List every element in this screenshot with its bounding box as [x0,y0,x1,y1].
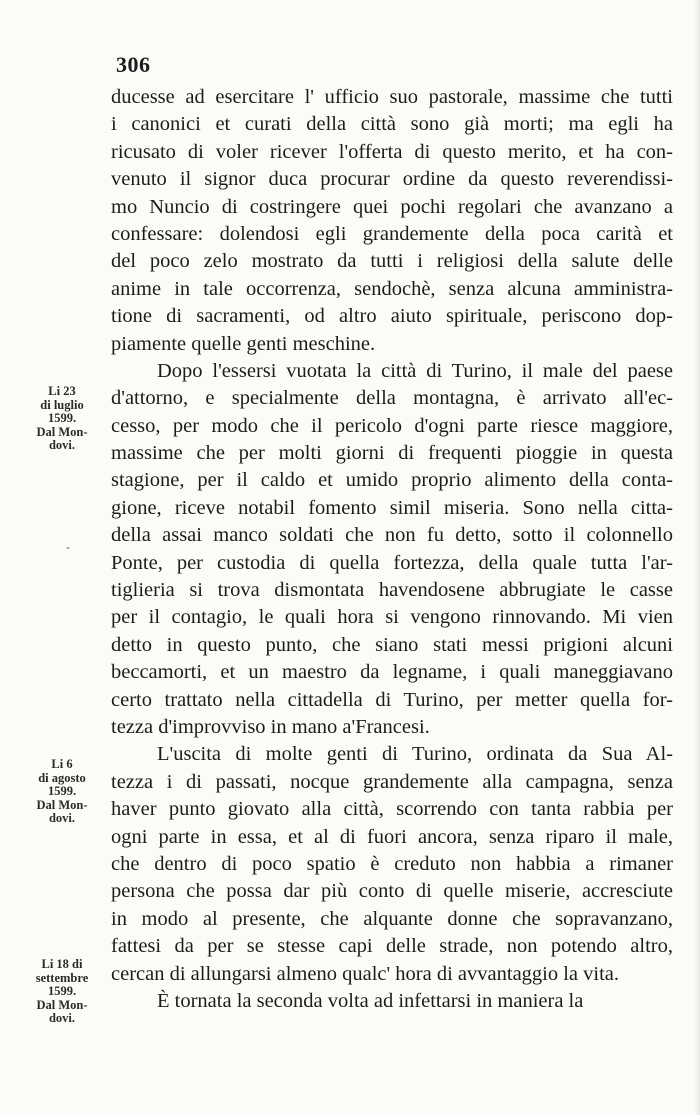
body-text [111,84,673,1015]
margin-note-line: Li 18 di [41,957,83,971]
margin-note-line: Dal Mon- [36,424,88,439]
text-line: certo trattato nella cittadella di Turino, per metter quella for- [111,688,673,711]
margin-note-line: settembre [35,970,89,985]
margin-note-line: dovi. [48,438,76,452]
margin-note-august [22,758,102,826]
text-line: per il contagio, le quali hora si vengono rinnovando. Mi vien [111,606,673,629]
margin-note-july [22,385,102,453]
text-line: venuto il signor duca procurar ordine da questo reverendissi- [111,168,673,191]
margin-note-line: Dal Mon- [36,997,88,1012]
margin-mark: - [66,540,70,554]
text-line: ogni parte in essa, et al di fuori ancora, senza riparo il male, [111,825,673,848]
paragraph-start-line: È tornata la seconda volta ad infettarsi in maniera la [157,989,584,1012]
text-line: stagione, per il caldo et umido proprio alimento della conta- [111,469,673,492]
text-line: massime che per molti giorni di frequenti pioggie in questa [111,442,673,465]
text-line: i canonici et curati della città sono già morti; ma egli ha [111,113,673,136]
text-line: d'attorno, e specialmente della montagna, è arrivato all'ec- [111,387,673,410]
text-line: cercan di allungarsi almeno qualc' hora di avvantaggio la vita. [111,962,620,985]
text-line: del poco zelo mostrato da tutti i religiosi della salute delle [111,250,673,273]
paragraph-start-line: Dopo l'essersi vuotata la città di Turino, il male del paese [157,359,673,382]
text-line: haver punto giovato alla città, scorrendo con tanta rabbia per [111,798,673,821]
paragraph-start-line: L'uscita di molte genti di Turino, ordinata da Sua Al- [157,743,673,766]
page-edge-shadow [694,0,700,1115]
text-line: mo Nuncio di costringere quei pochi regolari che avanzano a [111,195,673,218]
margin-note-line: 1599. [47,411,77,425]
text-line: persona che possa dar più conto di quelle miserie, accresciute [111,880,673,903]
margin-note-line: dovi. [48,811,76,825]
margin-note-line: 1599. [47,784,77,798]
text-line: che dentro di poco spatio è creduto non habbia a rimaner [111,852,673,875]
text-line: fattesi da per se stesse capi delle strade, non potendo altro, [111,935,673,958]
text-line: piamente quelle genti meschine. [111,332,376,355]
margin-note-line: di agosto [38,770,86,785]
text-line: cesso, per modo che il pericolo d'ogni parte riesce maggiore, [111,414,673,437]
text-line: ricusato di voler ricever l'offerta di questo merito, et ha con- [111,140,673,163]
text-line: Ponte, per custodia di quella fortezza, della quale tutta l'ar- [111,551,673,574]
page-number: 306 [116,52,151,77]
margin-note-line: di luglio [40,397,84,412]
text-line: anime in tale occorrenza, sendochè, senza alcuna amministra- [111,277,673,300]
margin-note-line: dovi. [48,1011,76,1025]
margin-note-line: Dal Mon- [36,797,88,812]
text-line: ducesse ad esercitare l' ufficio suo pastorale, massime che tutti [111,86,673,108]
text-line: della assai manco soldati che non fu detto, sotto il colonnello [111,524,673,547]
text-line: beccamorti, et un maestro da legname, i quali maneggiavano [111,661,673,684]
text-line: in modo al presente, che alquante donne che sopravanzano, [111,907,673,930]
text-line: gione, riceve notabil fomento simil miseria. Sono nella citta- [111,496,673,519]
text-line: tezza i di passati, nocque grandemente alla campagna, senza [111,770,673,793]
text-line: tiglieria si trova dismontata havendosene abbrugiate le casse [111,579,673,602]
margin-note-line: 1599. [47,984,77,998]
margin-note-line: Li 23 [48,384,76,398]
margin-note-september [22,958,102,1026]
text-line: detto in questo punto, che siano stati messi prigioni alcuni [111,633,673,656]
text-line: confessare: dolendosi egli grandemente della poca carità et [111,222,673,245]
text-line: tione di sacramenti, od altro aiuto spirituale, periscono dop- [111,305,673,328]
margin-note-line: Li 6 [51,757,73,771]
text-line: tezza d'improvviso in mano a'Francesi. [111,715,430,738]
